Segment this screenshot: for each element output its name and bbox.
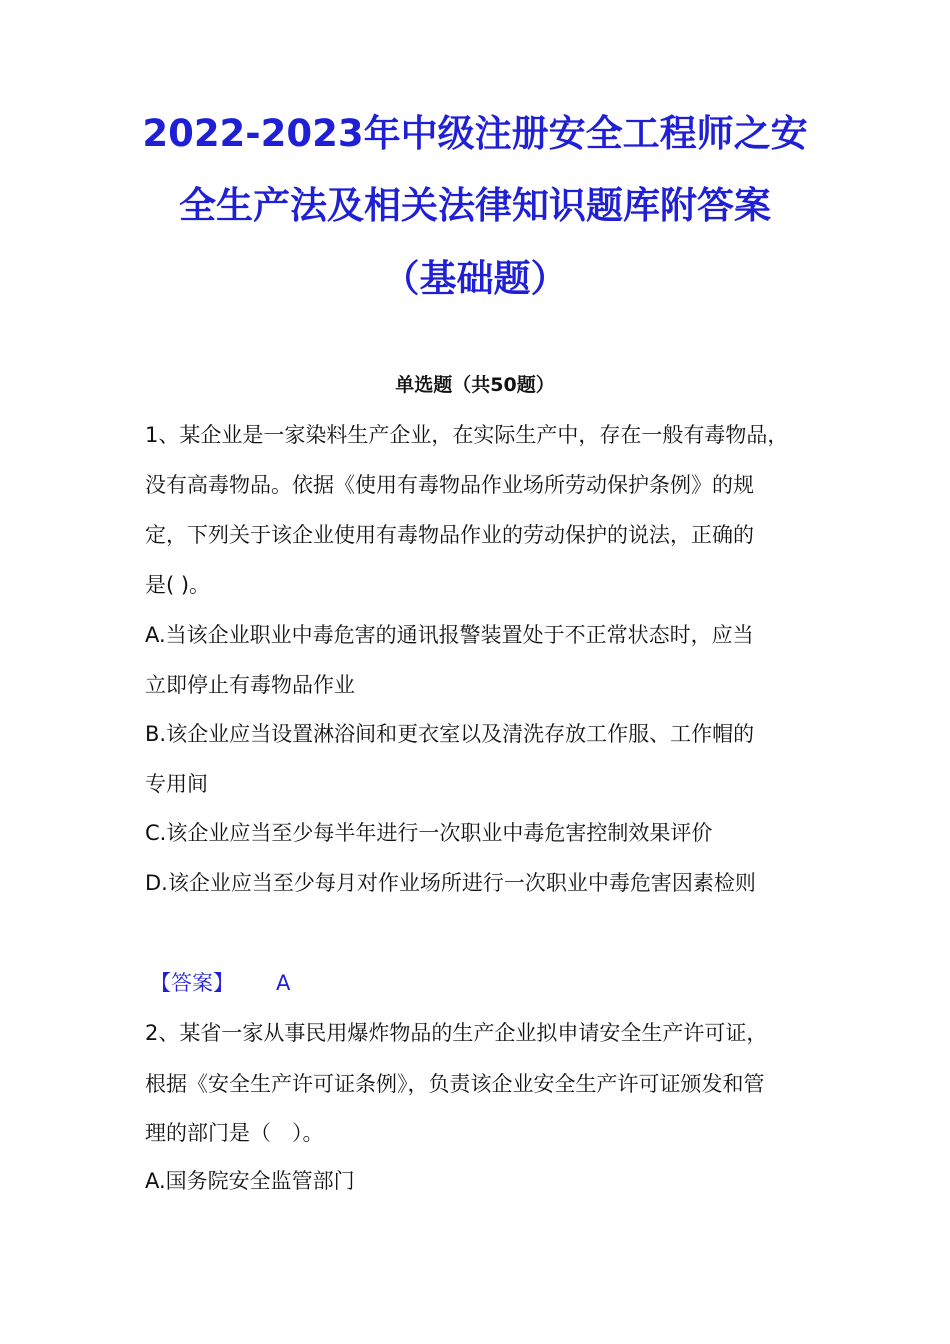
question-1-stem-line-1: 1、某企业是一家染料生产企业，在实际生产中，存在一般有毒物品，: [145, 423, 789, 447]
question-1-stem-line-4: 是( )。: [145, 573, 211, 597]
question-1-stem-line-2: 没有高毒物品。依据《使用有毒物品作业场所劳动保护条例》的规: [145, 473, 754, 497]
question-1-option-b-line-2: 专用间: [145, 772, 208, 796]
question-1-option-d: D.该企业应当至少每月对作业场所进行一次职业中毒危害因素检则: [145, 871, 756, 895]
question-1-answer: [150, 969, 290, 997]
question-1-option-a-line-2: 立即停止有毒物品作业: [145, 673, 355, 697]
question-2-stem-line-2: 根据《安全生产许可证条例》，负责该企业安全生产许可证颁发和管: [145, 1072, 765, 1096]
section-heading: 单选题（共50题）: [395, 374, 555, 396]
question-2-stem-line-1: 2、某省一家从事民用爆炸物品的生产企业拟申请安全生产许可证，: [145, 1021, 768, 1045]
question-1-option-a-line-1: A.当该企业职业中毒危害的通讯报警装置处于不正常状态时，应当: [145, 623, 754, 647]
document-title-line-1: 2022-2023年中级注册安全工程师之安: [142, 112, 808, 155]
question-2-stem-line-3: 理的部门是（ ）。: [145, 1121, 324, 1145]
question-2-option-a: A.国务院安全监管部门: [145, 1169, 355, 1193]
answer-label: 【答案】: [150, 971, 234, 995]
question-1-option-c: C.该企业应当至少每半年进行一次职业中毒危害控制效果评价: [145, 821, 713, 845]
document-title-line-3: （基础题）: [382, 257, 568, 300]
question-1-stem-line-3: 定，下列关于该企业使用有毒物品作业的劳动保护的说法，正确的: [145, 523, 754, 547]
answer-value: A: [276, 971, 291, 995]
document-title-line-2: 全生产法及相关法律知识题库附答案: [179, 184, 771, 227]
question-1-option-b-line-1: B.该企业应当设置淋浴间和更衣室以及清洗存放工作服、工作帽的: [145, 722, 755, 746]
